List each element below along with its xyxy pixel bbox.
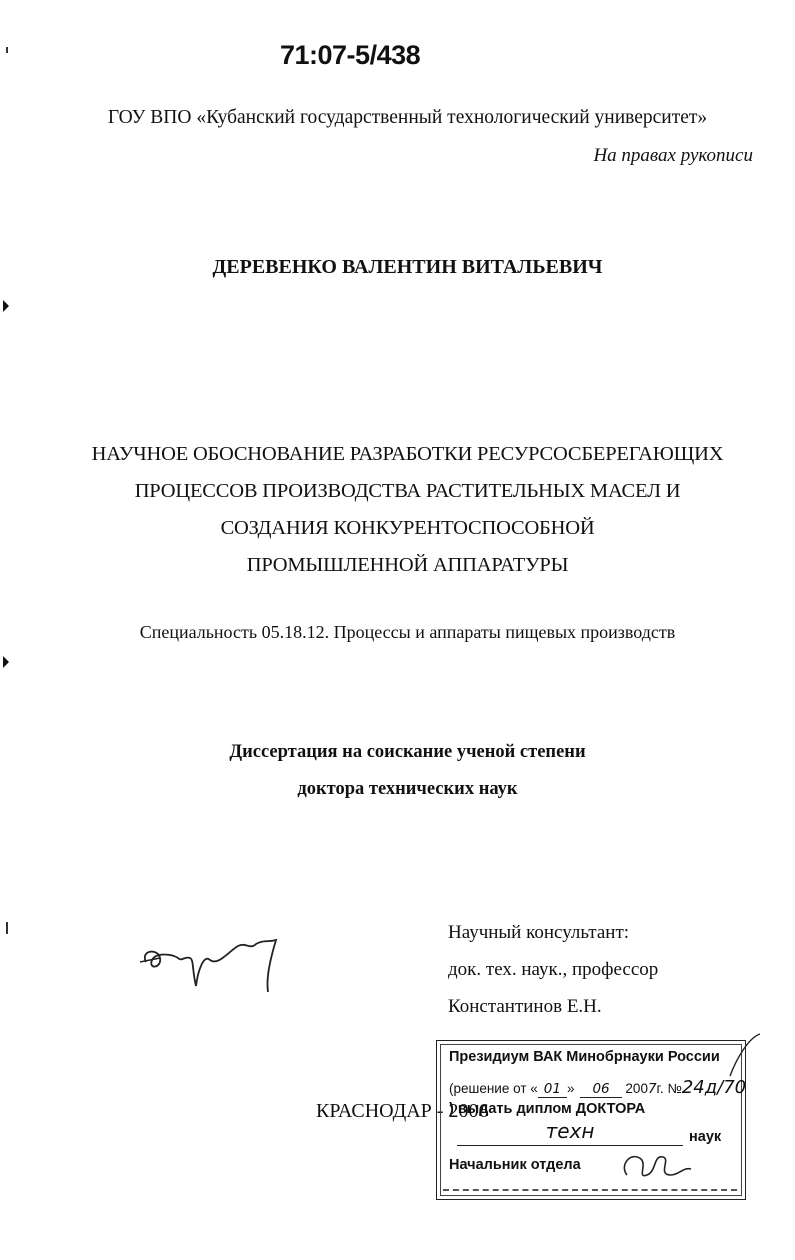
- stamp-number: 24д/70: [681, 1077, 747, 1098]
- consultant-name: Константинов Е.Н.: [448, 996, 602, 1017]
- manuscript-rights: На правах рукописи: [593, 145, 753, 166]
- stamp-text: 200: [625, 1081, 648, 1096]
- degree-line: Диссертация на соискание ученой степени: [229, 742, 586, 762]
- stamp-field: техн: [545, 1119, 595, 1143]
- author-signature: [138, 930, 298, 1000]
- stamp-sciences: наук: [689, 1129, 722, 1145]
- margin-tick: [6, 47, 8, 53]
- consultant-block: [448, 914, 658, 1025]
- stamp-field-blank: [457, 1119, 683, 1146]
- stamp-month: 06: [580, 1081, 621, 1098]
- title-line: НАУЧНОЕ ОБОСНОВАНИЕ РАЗРАБОТКИ РЕСУРСОСБЕРЕГАЮЩИХ: [91, 443, 724, 465]
- stamp-text: г. №: [656, 1081, 682, 1096]
- city-year: КРАСНОДАР - 2006: [316, 1100, 489, 1122]
- dissertation-title: [0, 436, 795, 584]
- stamp-text: (решение от «: [449, 1081, 538, 1096]
- title-line: ПРОЦЕССОВ ПРОИЗВОДСТВА РАСТИТЕЛЬНЫХ МАСЕЛ И: [134, 480, 681, 502]
- stamp-flourish: [726, 1030, 766, 1080]
- author-name: ДЕРЕВЕНКО ВАЛЕНТИН ВИТАЛЬЕВИЧ: [212, 256, 603, 278]
- stamp-border-line: [443, 1189, 737, 1191]
- stamp-day: 01: [538, 1081, 567, 1098]
- consultant-label: Научный консультант:: [448, 922, 630, 943]
- university-name: ГОУ ВПО «Кубанский государственный технологический университет»: [107, 107, 708, 128]
- margin-marker: [3, 656, 9, 668]
- stamp-year-digit: 7: [647, 1081, 657, 1097]
- archive-code: 71:07-5/438: [280, 40, 421, 70]
- title-line: СОЗДАНИЯ КОНКУРЕНТОСПОСОБНОЙ: [220, 517, 595, 539]
- specialty: Специальность 05.18.12. Процессы и аппараты пищевых производств: [139, 622, 676, 642]
- stamp-head-label: Начальник отдела: [449, 1157, 581, 1173]
- stamp-signature: [617, 1145, 697, 1189]
- margin-marker: [3, 300, 9, 312]
- stamp-decision-line: [449, 1077, 746, 1098]
- margin-tick: [6, 922, 8, 934]
- degree-line: доктора технических наук: [297, 779, 518, 799]
- stamp-award-line: ) выдать диплом ДОКТОРА: [449, 1101, 646, 1117]
- stamp-line-title: Президиум ВАК Минобрнауки России: [449, 1049, 720, 1065]
- degree-statement: [0, 734, 795, 808]
- stamp-text: »: [566, 1081, 575, 1096]
- vak-approval-stamp: [436, 1040, 746, 1200]
- consultant-degree: док. тех. наук., профессор: [448, 959, 659, 980]
- title-line: ПРОМЫШЛЕННОЙ АППАРАТУРЫ: [246, 554, 569, 576]
